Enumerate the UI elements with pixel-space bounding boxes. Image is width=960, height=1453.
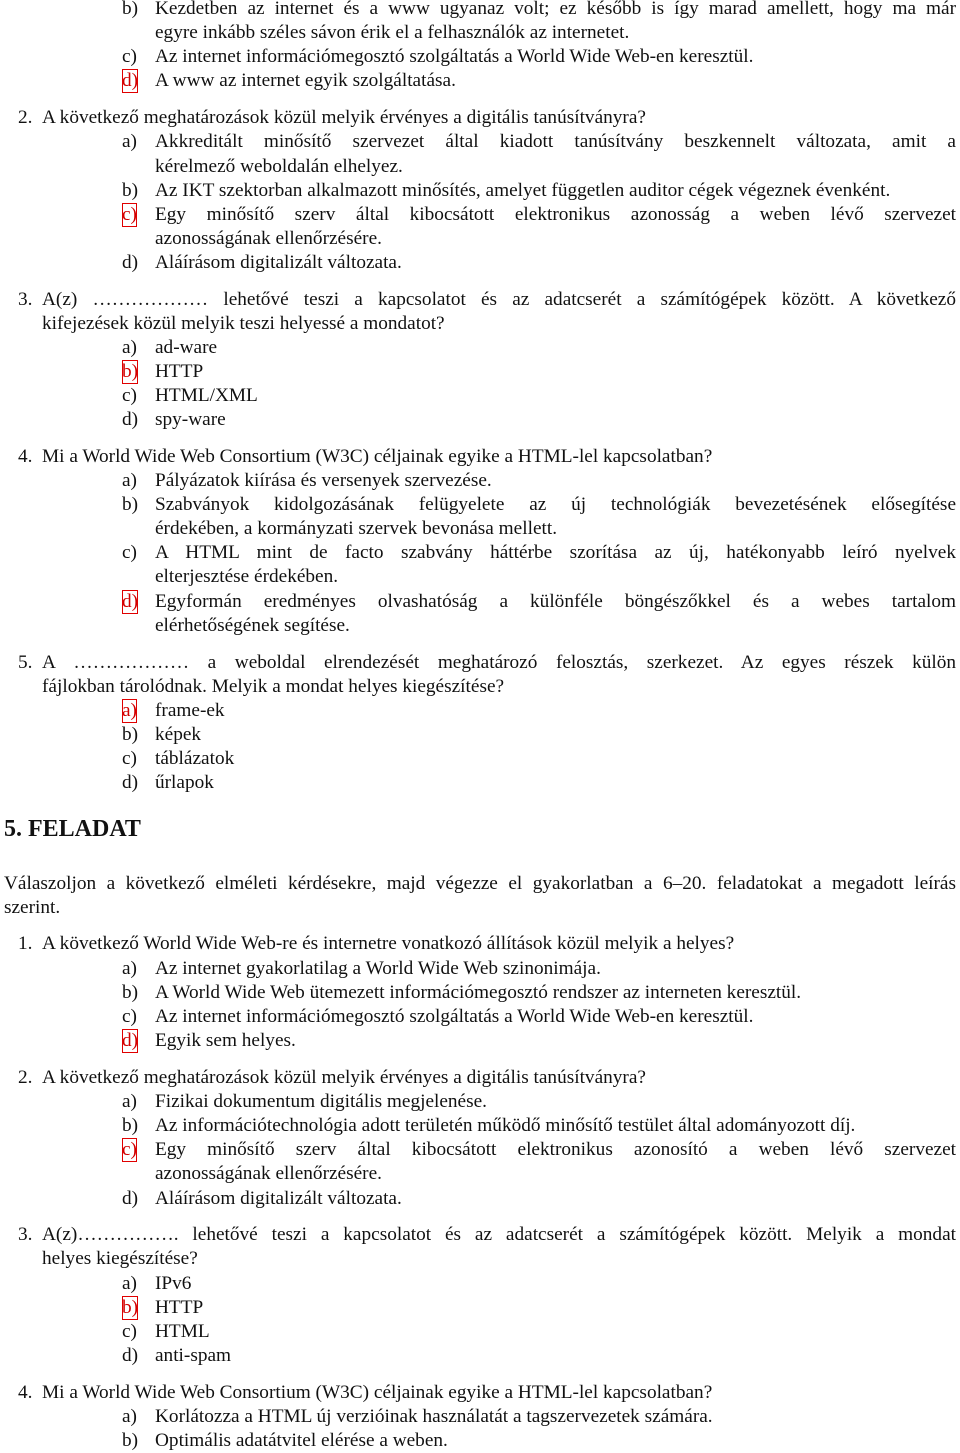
option-text: képek bbox=[155, 724, 202, 745]
option-text: Egyik sem helyes. bbox=[155, 1030, 296, 1051]
option-letter: c) bbox=[122, 748, 137, 769]
option-text: Fizikai dokumentum digitális megjelenése. bbox=[155, 1091, 487, 1112]
option-text: anti-spam bbox=[155, 1345, 232, 1366]
option-text-cont: egyre inkább széles sávon érik el a felhasználók az internetet. bbox=[155, 22, 630, 43]
question-number: 4. bbox=[18, 1382, 33, 1403]
option-text: Kezdetben az internet és a www ugyanaz volt; ez később is így marad amellett, hogy ma már bbox=[155, 0, 956, 19]
option-text: táblázatok bbox=[155, 748, 235, 769]
option-letter: a) bbox=[122, 131, 137, 152]
correct-answer-mark: d) bbox=[122, 69, 138, 93]
correct-answer-mark: d) bbox=[122, 1029, 138, 1053]
option-text: Aláírásom digitalizált változata. bbox=[155, 252, 402, 273]
option-text: Akkreditált minősítő szervezet által kiadott tanúsítvány beszkennelt változata, amit a bbox=[155, 131, 956, 152]
question-text: Mi a World Wide Web Consortium (W3C) céljainak egyike a HTML-lel kapcsolatban? bbox=[42, 1382, 713, 1403]
option-letter: a) bbox=[122, 337, 137, 358]
option-text: HTML/XML bbox=[155, 385, 258, 406]
option-letter: b) bbox=[122, 982, 139, 1003]
option-text: Az internet információmegosztó szolgáltatás a World Wide Web-en keresztül. bbox=[155, 46, 754, 67]
option-text: Az információtechnológia adott területén működő minősítő testület által adományozott díj. bbox=[155, 1115, 856, 1136]
option-text: Az internet gyakorlatilag a World Wide Web szinonimája. bbox=[155, 958, 601, 979]
option-letter: c) bbox=[122, 542, 137, 563]
question-number: 2. bbox=[18, 1067, 33, 1088]
correct-answer-mark: a) bbox=[122, 699, 137, 723]
option-letter: d) bbox=[122, 252, 139, 273]
option-text: A www az internet egyik szolgáltatása. bbox=[155, 70, 456, 91]
option-letter: c) bbox=[122, 46, 137, 67]
option-text: HTTP bbox=[155, 361, 204, 382]
question-text-cont: kifejezések közül melyik teszi helyessé a mondatot? bbox=[42, 313, 445, 334]
option-letter: d) bbox=[122, 409, 139, 430]
option-text: Aláírásom digitalizált változata. bbox=[155, 1188, 402, 1209]
question-text: A következő meghatározások közül melyik érvényes a digitális tanúsítványra? bbox=[42, 107, 646, 128]
option-text: Pályázatok kiírása és versenyek szervezése. bbox=[155, 470, 492, 491]
option-text: A World Wide Web ütemezett információmegosztó rendszer az interneten keresztül. bbox=[155, 982, 802, 1003]
question-text: A következő meghatározások közül melyik érvényes a digitális tanúsítványra? bbox=[42, 1067, 646, 1088]
option-letter: b) bbox=[122, 1430, 139, 1451]
option-letter: b) bbox=[122, 494, 139, 515]
section-heading: 5. FELADAT bbox=[4, 816, 141, 842]
option-letter: d) bbox=[122, 772, 139, 793]
correct-answer-mark: c) bbox=[122, 203, 137, 227]
question-text: A következő World Wide Web-re és internetre vonatkozó állítások közül melyik a helyes? bbox=[42, 933, 735, 954]
option-text: Egy minősítő szerv által kibocsátott elektronikus azonosság a weben lévő szervezet bbox=[155, 204, 956, 225]
option-text: HTTP bbox=[155, 1297, 204, 1318]
instructions-text-cont: szerint. bbox=[4, 897, 61, 918]
question-number: 4. bbox=[18, 446, 33, 467]
option-letter: a) bbox=[122, 470, 137, 491]
option-letter: c) bbox=[122, 385, 137, 406]
option-letter: a) bbox=[122, 1273, 137, 1294]
option-text: HTML bbox=[155, 1321, 210, 1342]
option-text: Egy minősítő szerv által kibocsátott elektronikus azonosító a weben lévő szervezet bbox=[155, 1139, 956, 1160]
option-text-cont: azonosságának ellenőrzésére. bbox=[155, 228, 382, 249]
option-text-cont: érdekében, a kormányzati szervek bevonása mellett. bbox=[155, 518, 558, 539]
option-text: Az internet információmegosztó szolgáltatás a World Wide Web-en keresztül. bbox=[155, 1006, 754, 1027]
question-number: 2. bbox=[18, 107, 33, 128]
option-text: ad-ware bbox=[155, 337, 218, 358]
option-letter: a) bbox=[122, 1091, 137, 1112]
question-number: 5. bbox=[18, 652, 33, 673]
question-text: Mi a World Wide Web Consortium (W3C) céljainak egyike a HTML-lel kapcsolatban? bbox=[42, 446, 713, 467]
option-letter: d) bbox=[122, 1345, 139, 1366]
option-letter: b) bbox=[122, 1115, 139, 1136]
question-text-cont: fájlokban tárolódnak. Melyik a mondat helyes kiegészítése? bbox=[42, 676, 505, 697]
correct-answer-mark: b) bbox=[122, 360, 138, 384]
question-text: A(z) ……………… lehetővé teszi a kapcsolatot és az adatcserét a számítógépek között. A következő bbox=[42, 289, 956, 310]
option-text: spy-ware bbox=[155, 409, 226, 430]
option-text: frame-ek bbox=[155, 700, 225, 721]
option-letter: b) bbox=[122, 180, 139, 201]
option-text-cont: elérhetőségének segítése. bbox=[155, 615, 350, 636]
option-text: A HTML mint de facto szabvány háttérbe szorítása az új, hatékonyabb leíró nyelvek bbox=[155, 542, 956, 563]
option-text: Optimális adatátvitel elérése a weben. bbox=[155, 1430, 448, 1451]
option-letter: b) bbox=[122, 724, 139, 745]
option-text: Korlátozza a HTML új verzióinak használatát a tagszervezetek számára. bbox=[155, 1406, 713, 1427]
correct-answer-mark: b) bbox=[122, 1296, 138, 1320]
question-number: 3. bbox=[18, 289, 33, 310]
question-text: A ……………… a weboldal elrendezését meghatározó felosztás, szerkezet. Az egyes részek külön bbox=[42, 652, 956, 673]
question-number: 1. bbox=[18, 933, 33, 954]
option-letter: c) bbox=[122, 1006, 137, 1027]
question-text-cont: helyes kiegészítése? bbox=[42, 1248, 198, 1269]
correct-answer-mark: c) bbox=[122, 1138, 137, 1162]
option-text: IPv6 bbox=[155, 1273, 192, 1294]
correct-answer-mark: d) bbox=[122, 590, 138, 614]
option-letter: d) bbox=[122, 1188, 139, 1209]
question-number: 3. bbox=[18, 1224, 33, 1245]
option-text-cont: azonosságának ellenőrzésére. bbox=[155, 1163, 382, 1184]
option-text-cont: kérelmező weboldalán elhelyez. bbox=[155, 156, 403, 177]
question-text: A(z)……………. lehetővé teszi a kapcsolatot és az adatcserét a számítógépek között. Melyik a mondat bbox=[42, 1224, 956, 1245]
option-letter: b) bbox=[122, 0, 139, 19]
option-text: Egyformán eredményes olvashatóság a különféle böngészőkkel és a webes tartalom bbox=[155, 591, 956, 612]
option-text: Az IKT szektorban alkalmazott minősítés, amelyet független auditor cégek végeznek évenként. bbox=[155, 180, 891, 201]
instructions-text: Válaszoljon a következő elméleti kérdésekre, majd végezze el gyakorlatban a 6–20. feladatokat a megadott leírás bbox=[4, 873, 956, 894]
option-letter: a) bbox=[122, 958, 137, 979]
option-text-cont: elterjesztése érdekében. bbox=[155, 566, 339, 587]
option-text: űrlapok bbox=[155, 772, 214, 793]
option-text: Szabványok kidolgozásának felügyelete az új technológiák bevezetésének elősegítése bbox=[155, 494, 956, 515]
option-letter: c) bbox=[122, 1321, 137, 1342]
option-letter: a) bbox=[122, 1406, 137, 1427]
